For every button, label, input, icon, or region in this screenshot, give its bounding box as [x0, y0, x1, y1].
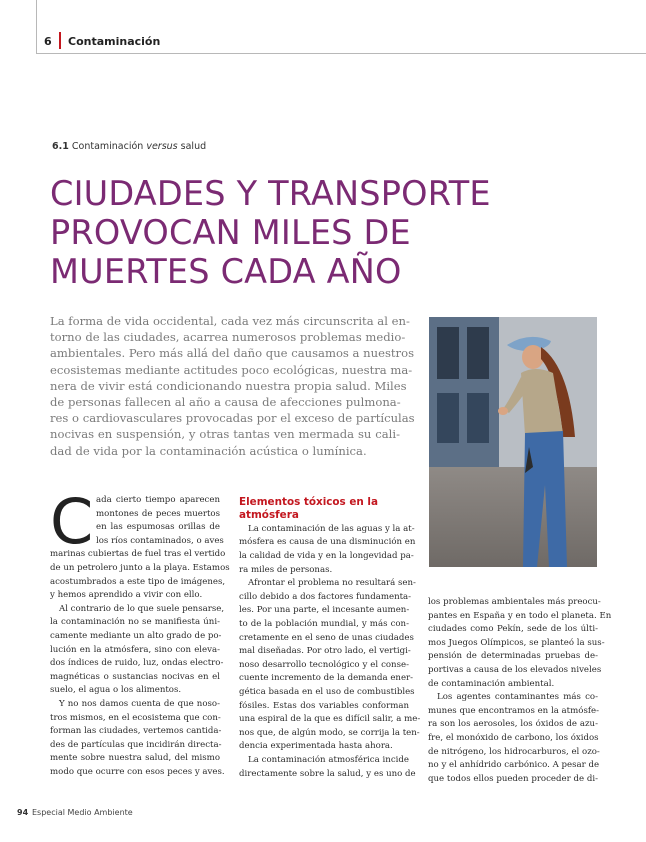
header-rule	[36, 53, 646, 54]
body-line: Los agentes contaminantes más co-	[437, 692, 598, 703]
subheading-line: Elementos tóxicos en la	[239, 496, 378, 508]
body-column-3	[428, 596, 612, 786]
body-line: que todos ellos pueden proceder de di-	[428, 773, 598, 784]
body-line: fre, el monóxido de carbono, los óxidos	[428, 732, 599, 743]
body-line: cuente incremento de la demanda ener-	[239, 673, 414, 684]
body-line: de nitrógeno, los hidrocarburos, el ozo-	[428, 746, 600, 757]
lead-line: torno de las ciudades, acarrea numerosos problemas medio-	[50, 330, 406, 345]
publication-name: Especial Medio Ambiente	[32, 808, 133, 817]
body-line: cillo debido a dos factores fundamenta-	[239, 591, 412, 602]
body-column-1	[50, 494, 230, 779]
drop-cap: C	[50, 485, 94, 558]
lead-paragraph	[50, 313, 415, 459]
body-line: La contaminación atmosférica incide	[248, 754, 409, 765]
lead-line: res o cardiovasculares provocadas por el exceso de partículas	[50, 411, 415, 426]
section-number: 6.1	[52, 141, 69, 152]
body-line: y hemos aprendido a vivir con ello.	[50, 590, 203, 601]
body-line: dencia experimentada hasta ahora.	[239, 741, 393, 752]
lead-line: nocivas en suspensión, y otras tantas ven mermada su cali-	[50, 427, 400, 442]
chapter-accent-bar	[59, 32, 61, 49]
body-line: camente mediante un alto grado de po-	[50, 630, 222, 641]
chapter-number: 6	[44, 35, 52, 48]
body-line: los problemas ambientales más preocu-	[428, 597, 601, 607]
subheading-line: atmósfera	[239, 509, 299, 522]
body-line: acostumbrados a este tipo de imágenes,	[50, 576, 226, 587]
body-line: munes que encontramos en la atmósfe-	[428, 705, 600, 716]
body-line: ra son los aerosoles, los óxidos de azu-	[428, 719, 598, 730]
body-line: mal diseñadas. Por otro lado, el vertigi-	[239, 646, 411, 657]
body-line: suelo, el agua o los alimentos.	[50, 685, 182, 696]
body-line: mos Juegos Olímpicos, se planteó la sus-	[428, 637, 605, 648]
body-line: noso desarrollo tecnológico y el conse-	[239, 659, 409, 670]
body-line: magnéticas o sustancias nocivas en el	[50, 671, 220, 682]
body-line: les. Por una parte, el incesante aumen-	[239, 605, 410, 616]
body-line: no y el anhídrido carbónico. A pesar de	[428, 760, 600, 771]
body-line: forman las ciudades, vertemos cantida-	[50, 726, 222, 737]
body-line: portivas a causa de los elevados niveles	[428, 664, 602, 675]
body-line: modo que ocurre con esos peces y aves.	[50, 766, 225, 777]
body-line: en las espumosas orillas de	[96, 522, 220, 533]
headline-line: PROVOCAN MILES DE	[50, 213, 411, 252]
section-label-pre: Contaminación	[71, 141, 147, 152]
body-line: marinas cubiertas de fuel tras el vertido	[50, 549, 226, 560]
body-line: la calidad de vida y en la longevidad pa-	[239, 551, 414, 561]
body-line: ra miles de personas.	[239, 564, 333, 575]
body-line: los ríos contaminados, o aves	[96, 535, 224, 546]
body-line: gética basada en el uso de combustibles	[239, 686, 415, 697]
body-line: montones de peces muertos	[96, 508, 220, 519]
lead-line: ambientales. Pero más allá del daño que causamos a nuestros	[50, 346, 415, 361]
body-line: cretamente en el seno de unas ciudades	[239, 632, 414, 643]
body-line: to de la población mundial, y más con-	[239, 618, 409, 629]
body-line: ciudades como Pekín, sede de los últi-	[428, 624, 598, 635]
body-column-2	[239, 494, 421, 781]
body-line: lución en la atmósfera, sino con eleva-	[50, 644, 220, 655]
body-line: tros mismos, en el ecosistema que con-	[50, 712, 221, 723]
body-line: nos que, de algún modo, se corrija la ten-	[239, 727, 420, 738]
body-line: Al contrario de lo que suele pensarse,	[59, 603, 225, 614]
body-line: de un petrolero junto a la playa. Estamos	[50, 562, 230, 573]
lead-line: de personas fallecen al año a causa de afecciones pulmona-	[50, 395, 401, 410]
body-line: Y no nos damos cuenta de que noso-	[59, 698, 220, 709]
body-line: La contaminación de las aguas y la at-	[248, 523, 415, 534]
chapter-title: Contaminación	[68, 35, 161, 48]
lead-line: dad de vida por la contaminación acústica o lumínica.	[50, 443, 367, 458]
body-line: Afrontar el problema no resultará sen-	[248, 578, 416, 589]
street-photo-illustration	[429, 317, 597, 567]
street-photo	[429, 317, 597, 567]
subheading	[239, 496, 409, 523]
lead-line: ecosistemas mediante actitudes poco ecológicas, nuestra ma-	[50, 362, 413, 377]
headline-line: CIUDADES Y TRANSPORTE	[50, 174, 491, 213]
body-line: dos índices de ruido, luz, ondas electro-	[50, 658, 224, 669]
body-line: ada cierto tiempo aparecen	[96, 495, 220, 505]
headline	[50, 174, 630, 291]
body-line: pantes en España y en todo el planeta. En	[428, 610, 612, 621]
body-line: fósiles. Estas dos variables conforman	[239, 700, 409, 711]
section-label-italic: versus	[146, 141, 178, 152]
page-number: 94	[17, 808, 29, 817]
body-line: directamente sobre la salud, y es uno de	[239, 768, 416, 779]
body-line: una espiral de la que es difícil salir, a me-	[239, 714, 421, 725]
headline-line: MUERTES CADA AÑO	[50, 252, 402, 291]
body-line: des de partículas que incidirán directa-	[50, 739, 222, 750]
section-label-post: salud	[177, 141, 207, 152]
body-line: la contaminación no se manifiesta úni-	[50, 617, 220, 628]
section-label	[52, 141, 206, 152]
body-line: de contaminación ambiental.	[428, 678, 555, 689]
lead-line: La forma de vida occidental, cada vez más circunscrita al en-	[50, 314, 410, 328]
header-vertical-rule	[36, 0, 37, 54]
lead-line: nera de vivir está condicionando nuestra propia salud. Miles	[50, 378, 407, 393]
body-line: mente sobre nuestra salud, del mismo	[50, 753, 220, 764]
body-line: pensión de determinadas pruebas de-	[428, 651, 598, 662]
body-line: mósfera es causa de una disminución en	[239, 537, 416, 548]
